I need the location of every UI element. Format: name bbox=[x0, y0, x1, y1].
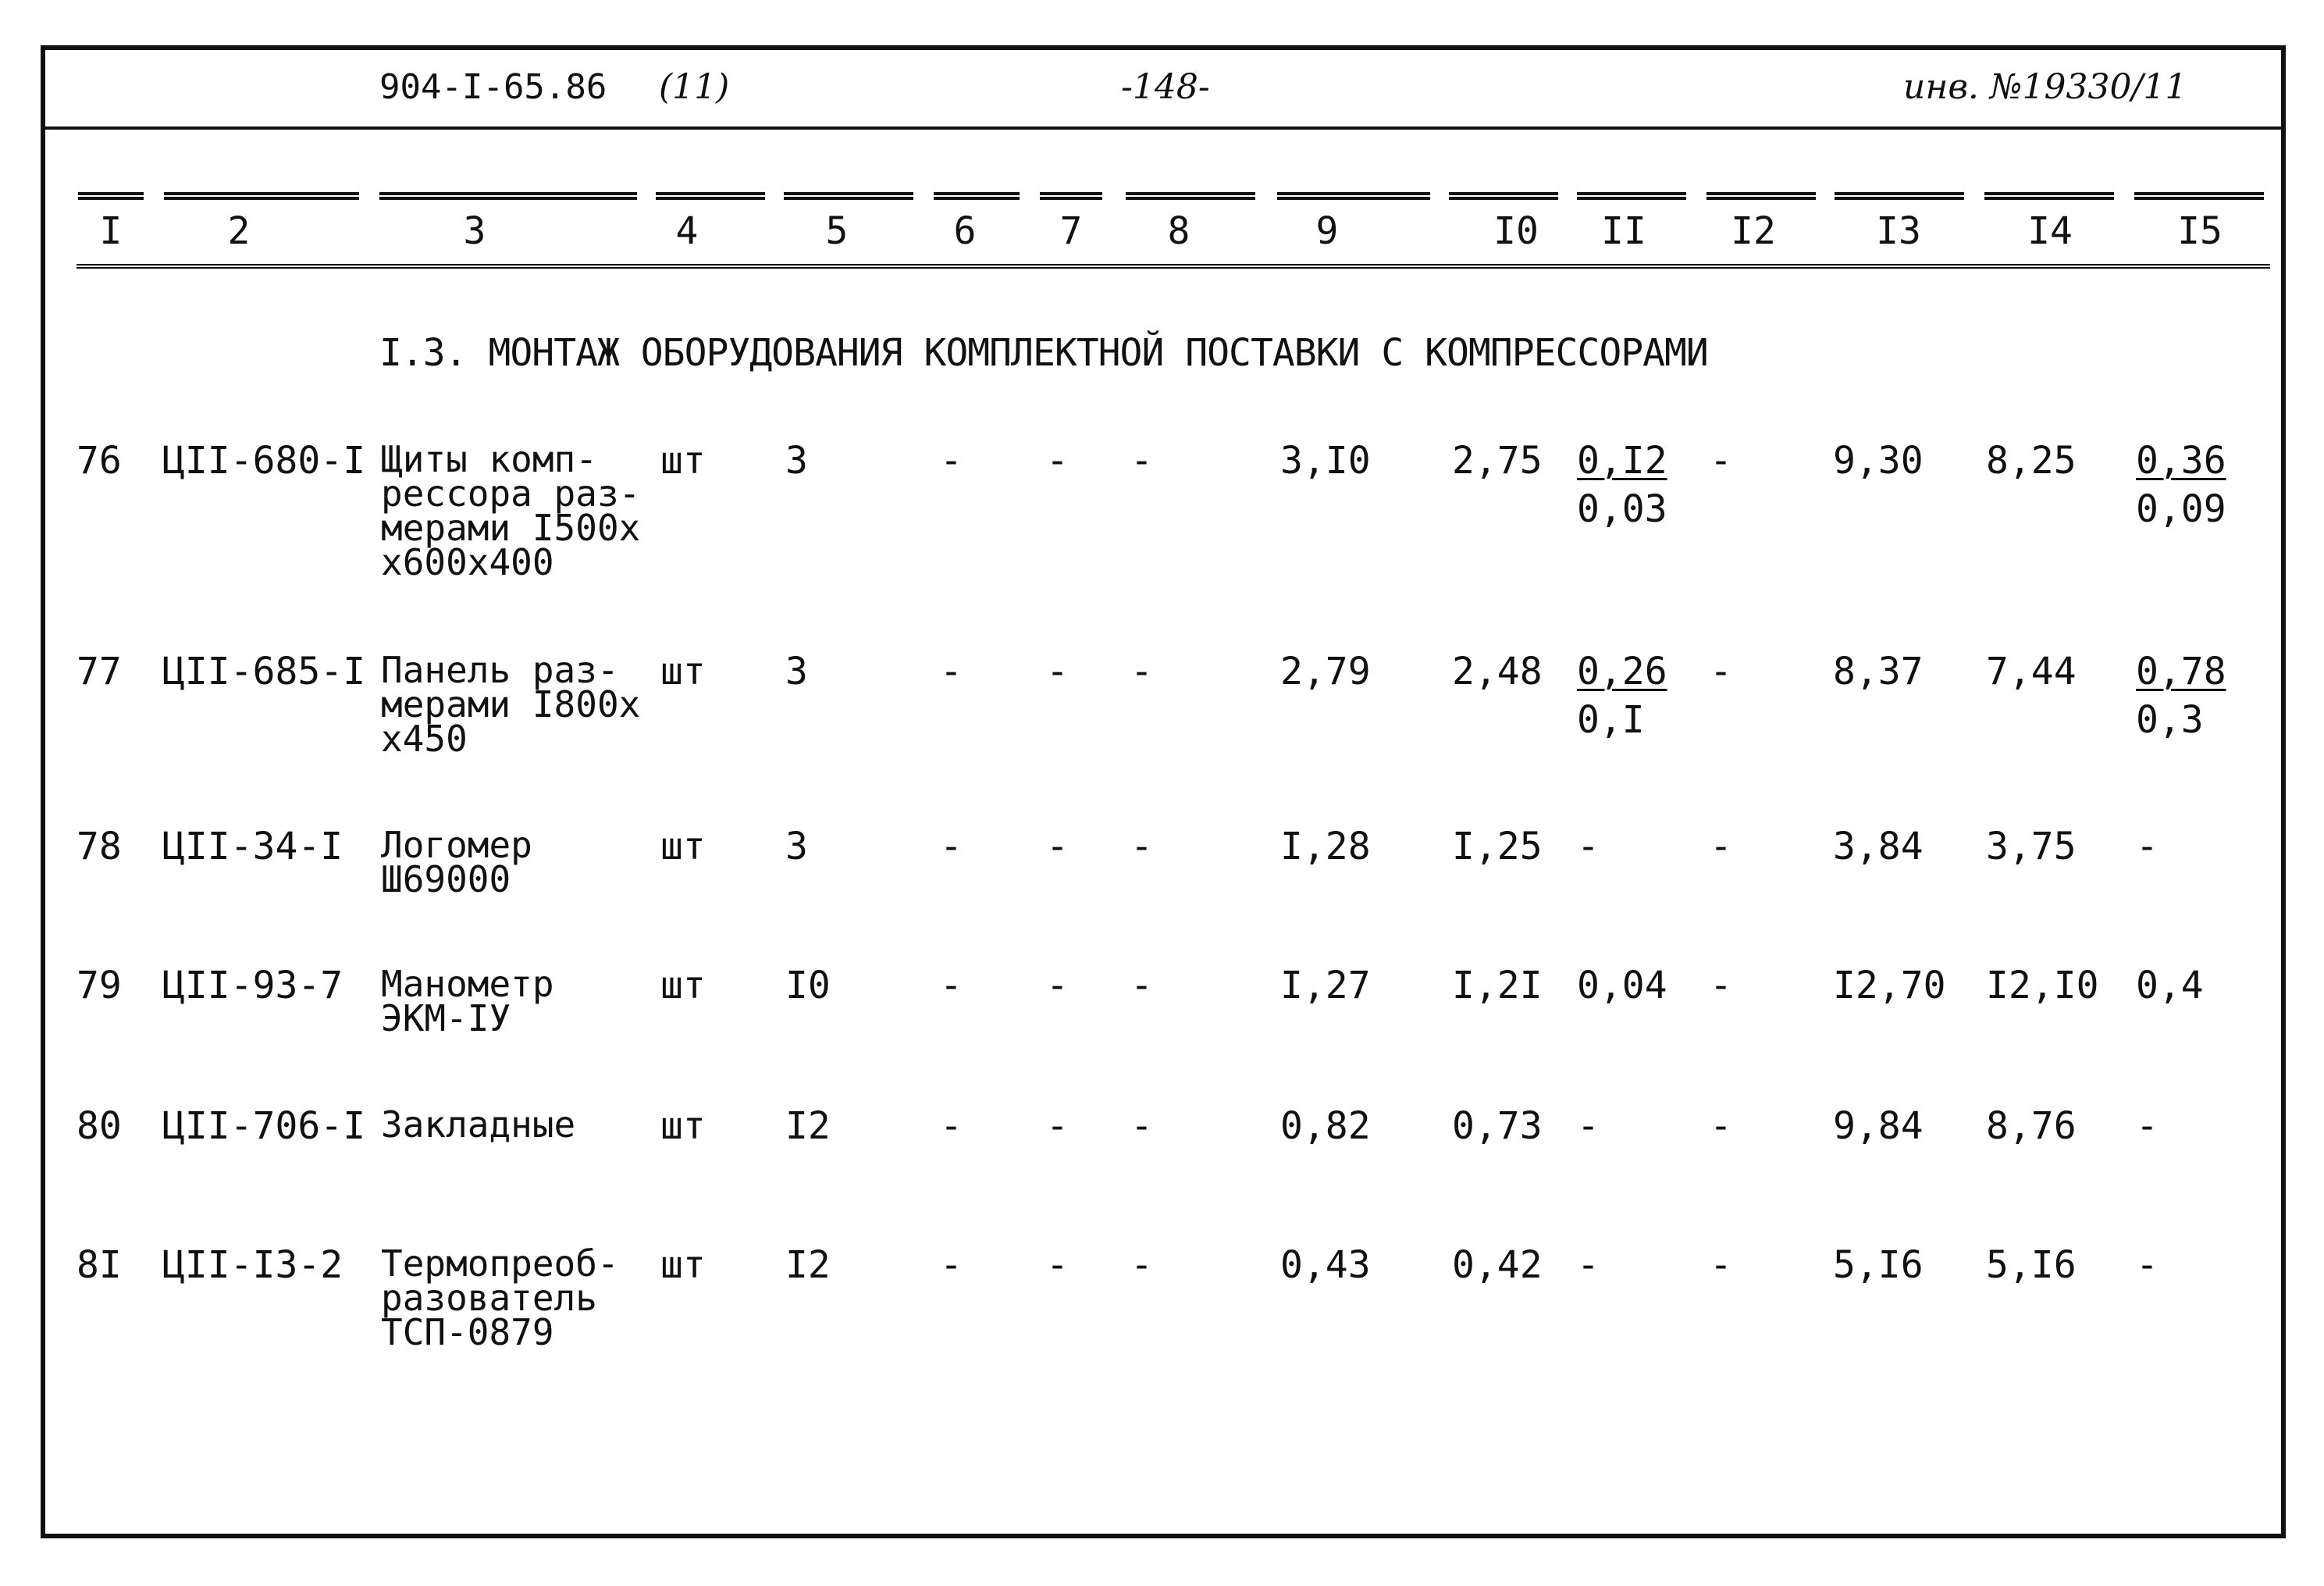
row-col7: - bbox=[1046, 1243, 1069, 1287]
column-number: 6 bbox=[953, 209, 977, 253]
column-number: 2 bbox=[227, 209, 251, 253]
column-number: I bbox=[99, 209, 123, 253]
column-number: 4 bbox=[675, 209, 699, 253]
header-dash bbox=[1707, 192, 1816, 200]
header-dash bbox=[784, 192, 913, 200]
header-dash bbox=[656, 192, 765, 200]
row-name: Манометр ЭКМ-IУ bbox=[381, 963, 554, 1039]
column-number: I5 bbox=[2177, 209, 2223, 253]
row-number: 76 bbox=[77, 439, 122, 483]
header-dash bbox=[379, 192, 637, 200]
row-col15-top: 0,78 bbox=[2136, 650, 2226, 693]
row-col15-bottom: 0,3 bbox=[2136, 698, 2204, 742]
row-col8: - bbox=[1130, 439, 1153, 483]
row-col8: - bbox=[1130, 964, 1153, 1007]
row-unit: шт bbox=[660, 650, 706, 693]
row-col13: 9,30 bbox=[1833, 439, 1924, 483]
row-col12: - bbox=[1710, 1243, 1732, 1287]
row-col15-top: 0,36 bbox=[2136, 439, 2226, 483]
column-number: 9 bbox=[1315, 209, 1339, 253]
row-col12: - bbox=[1710, 964, 1732, 1007]
column-number: I4 bbox=[2027, 209, 2073, 253]
row-number: 8I bbox=[77, 1243, 122, 1287]
row-name: Панель раз- мерами I800х х450 bbox=[381, 649, 641, 760]
row-col10: 0,42 bbox=[1452, 1243, 1543, 1287]
row-col7: - bbox=[1046, 439, 1069, 483]
row-unit: шт bbox=[660, 1243, 706, 1287]
row-col9: 2,79 bbox=[1280, 650, 1371, 693]
column-number: 7 bbox=[1059, 209, 1083, 253]
row-name: Закладные bbox=[381, 1103, 576, 1146]
row-number: 77 bbox=[77, 650, 122, 693]
row-col11-bottom: 0,I bbox=[1577, 698, 1645, 742]
row-qty: 3 bbox=[785, 650, 808, 693]
column-number: I0 bbox=[1493, 209, 1539, 253]
row-name: Термопреоб- разователь ТСП-0879 bbox=[381, 1242, 619, 1353]
row-col9: I,28 bbox=[1280, 825, 1371, 868]
row-qty: I0 bbox=[785, 964, 831, 1007]
header-dash bbox=[1984, 192, 2114, 200]
row-col12: - bbox=[1710, 1104, 1732, 1148]
row-col15-top: - bbox=[2136, 1243, 2159, 1287]
row-col11-top: 0,I2 bbox=[1577, 439, 1667, 483]
row-col14: 7,44 bbox=[1986, 650, 2077, 693]
row-col15-bottom: 0,09 bbox=[2136, 487, 2226, 531]
column-number: II bbox=[1601, 209, 1646, 253]
row-col9: 0,43 bbox=[1280, 1243, 1371, 1287]
row-col6: - bbox=[940, 1104, 963, 1148]
row-col6: - bbox=[940, 650, 963, 693]
section-title: I.3. МОНТАЖ ОБОРУДОВАНИЯ КОМПЛЕКТНОЙ ПОСТАВКИ С КОМПРЕССОРАМИ bbox=[379, 331, 1708, 375]
row-col9: 0,82 bbox=[1280, 1104, 1371, 1148]
row-qty: I2 bbox=[785, 1104, 831, 1148]
row-col12: - bbox=[1710, 825, 1732, 868]
row-code: ЦII-93-7 bbox=[162, 964, 343, 1007]
row-number: 79 bbox=[77, 964, 122, 1007]
row-name: Логомер Ш69000 bbox=[381, 824, 532, 900]
row-col11-bottom: 0,03 bbox=[1577, 487, 1667, 531]
header-dash bbox=[934, 192, 1020, 200]
row-col14: I2,I0 bbox=[1986, 964, 2099, 1007]
column-number: 3 bbox=[463, 209, 486, 253]
row-qty: 3 bbox=[785, 439, 808, 483]
row-unit: шт bbox=[660, 1104, 706, 1148]
header-dash bbox=[1126, 192, 1255, 200]
row-col9: 3,I0 bbox=[1280, 439, 1371, 483]
row-unit: шт bbox=[660, 825, 706, 868]
row-col7: - bbox=[1046, 650, 1069, 693]
row-col14: 8,25 bbox=[1986, 439, 2077, 483]
row-col14: 5,I6 bbox=[1986, 1243, 2077, 1287]
row-col13: 5,I6 bbox=[1833, 1243, 1924, 1287]
row-col15-top: - bbox=[2136, 825, 2159, 868]
document-code: 904-I-65.86 bbox=[379, 67, 607, 107]
row-col8: - bbox=[1130, 650, 1153, 693]
sheet-number: (11) bbox=[659, 67, 730, 107]
header-dash bbox=[1577, 192, 1686, 200]
row-col7: - bbox=[1046, 825, 1069, 868]
row-col8: - bbox=[1130, 1104, 1153, 1148]
row-col10: 0,73 bbox=[1452, 1104, 1543, 1148]
row-col13: 8,37 bbox=[1833, 650, 1924, 693]
row-col6: - bbox=[940, 825, 963, 868]
row-col10: 2,48 bbox=[1452, 650, 1543, 693]
page-number: -148- bbox=[1121, 67, 1210, 107]
row-code: ЦII-I3-2 bbox=[162, 1243, 343, 1287]
row-col13: 9,84 bbox=[1833, 1104, 1924, 1148]
row-qty: I2 bbox=[785, 1243, 831, 1287]
row-col14: 8,76 bbox=[1986, 1104, 2077, 1148]
header-dash bbox=[78, 192, 144, 200]
row-number: 80 bbox=[77, 1104, 122, 1148]
row-code: ЦII-685-I bbox=[162, 650, 366, 693]
header-bottom-rule bbox=[77, 264, 2270, 269]
row-col8: - bbox=[1130, 1243, 1153, 1287]
inventory-number: инв. №19330/11 bbox=[1903, 67, 2187, 107]
row-col7: - bbox=[1046, 964, 1069, 1007]
row-col14: 3,75 bbox=[1986, 825, 2077, 868]
row-number: 78 bbox=[77, 825, 122, 868]
row-col6: - bbox=[940, 964, 963, 1007]
row-col13: 3,84 bbox=[1833, 825, 1924, 868]
row-code: ЦII-706-I bbox=[162, 1104, 366, 1148]
column-number: 8 bbox=[1167, 209, 1190, 253]
column-number: I2 bbox=[1731, 209, 1776, 253]
row-name: Щиты комп- рессора раз- мерами I500х х600х400 bbox=[381, 438, 641, 583]
row-col11-top: 0,26 bbox=[1577, 650, 1667, 693]
row-col6: - bbox=[940, 439, 963, 483]
row-col12: - bbox=[1710, 650, 1732, 693]
row-col13: I2,70 bbox=[1833, 964, 1946, 1007]
row-unit: шт bbox=[660, 439, 706, 483]
row-col15-top: - bbox=[2136, 1104, 2159, 1148]
row-code: ЦII-34-I bbox=[162, 825, 343, 868]
row-col11-top: - bbox=[1577, 825, 1600, 868]
row-col6: - bbox=[940, 1243, 963, 1287]
row-col15-top: 0,4 bbox=[2136, 964, 2204, 1007]
header-dash bbox=[1277, 192, 1430, 200]
row-col11-top: 0,04 bbox=[1577, 964, 1667, 1007]
row-col10: I,25 bbox=[1452, 825, 1543, 868]
row-col11-top: - bbox=[1577, 1243, 1600, 1287]
header-dash bbox=[164, 192, 359, 200]
header-dash bbox=[1040, 192, 1102, 200]
row-col9: I,27 bbox=[1280, 964, 1371, 1007]
header-dash bbox=[1449, 192, 1558, 200]
header-dash bbox=[2134, 192, 2264, 200]
row-col7: - bbox=[1046, 1104, 1069, 1148]
column-number: 5 bbox=[825, 209, 849, 253]
row-col12: - bbox=[1710, 439, 1732, 483]
page-frame bbox=[41, 45, 2286, 1538]
column-number: I3 bbox=[1876, 209, 1921, 253]
row-unit: шт bbox=[660, 964, 706, 1007]
row-col11-top: - bbox=[1577, 1104, 1600, 1148]
header-dash bbox=[1835, 192, 1964, 200]
row-col10: 2,75 bbox=[1452, 439, 1543, 483]
row-qty: 3 bbox=[785, 825, 808, 868]
row-col10: I,2I bbox=[1452, 964, 1543, 1007]
row-col8: - bbox=[1130, 825, 1153, 868]
row-code: ЦII-680-I bbox=[162, 439, 366, 483]
header-separator bbox=[41, 127, 2286, 130]
